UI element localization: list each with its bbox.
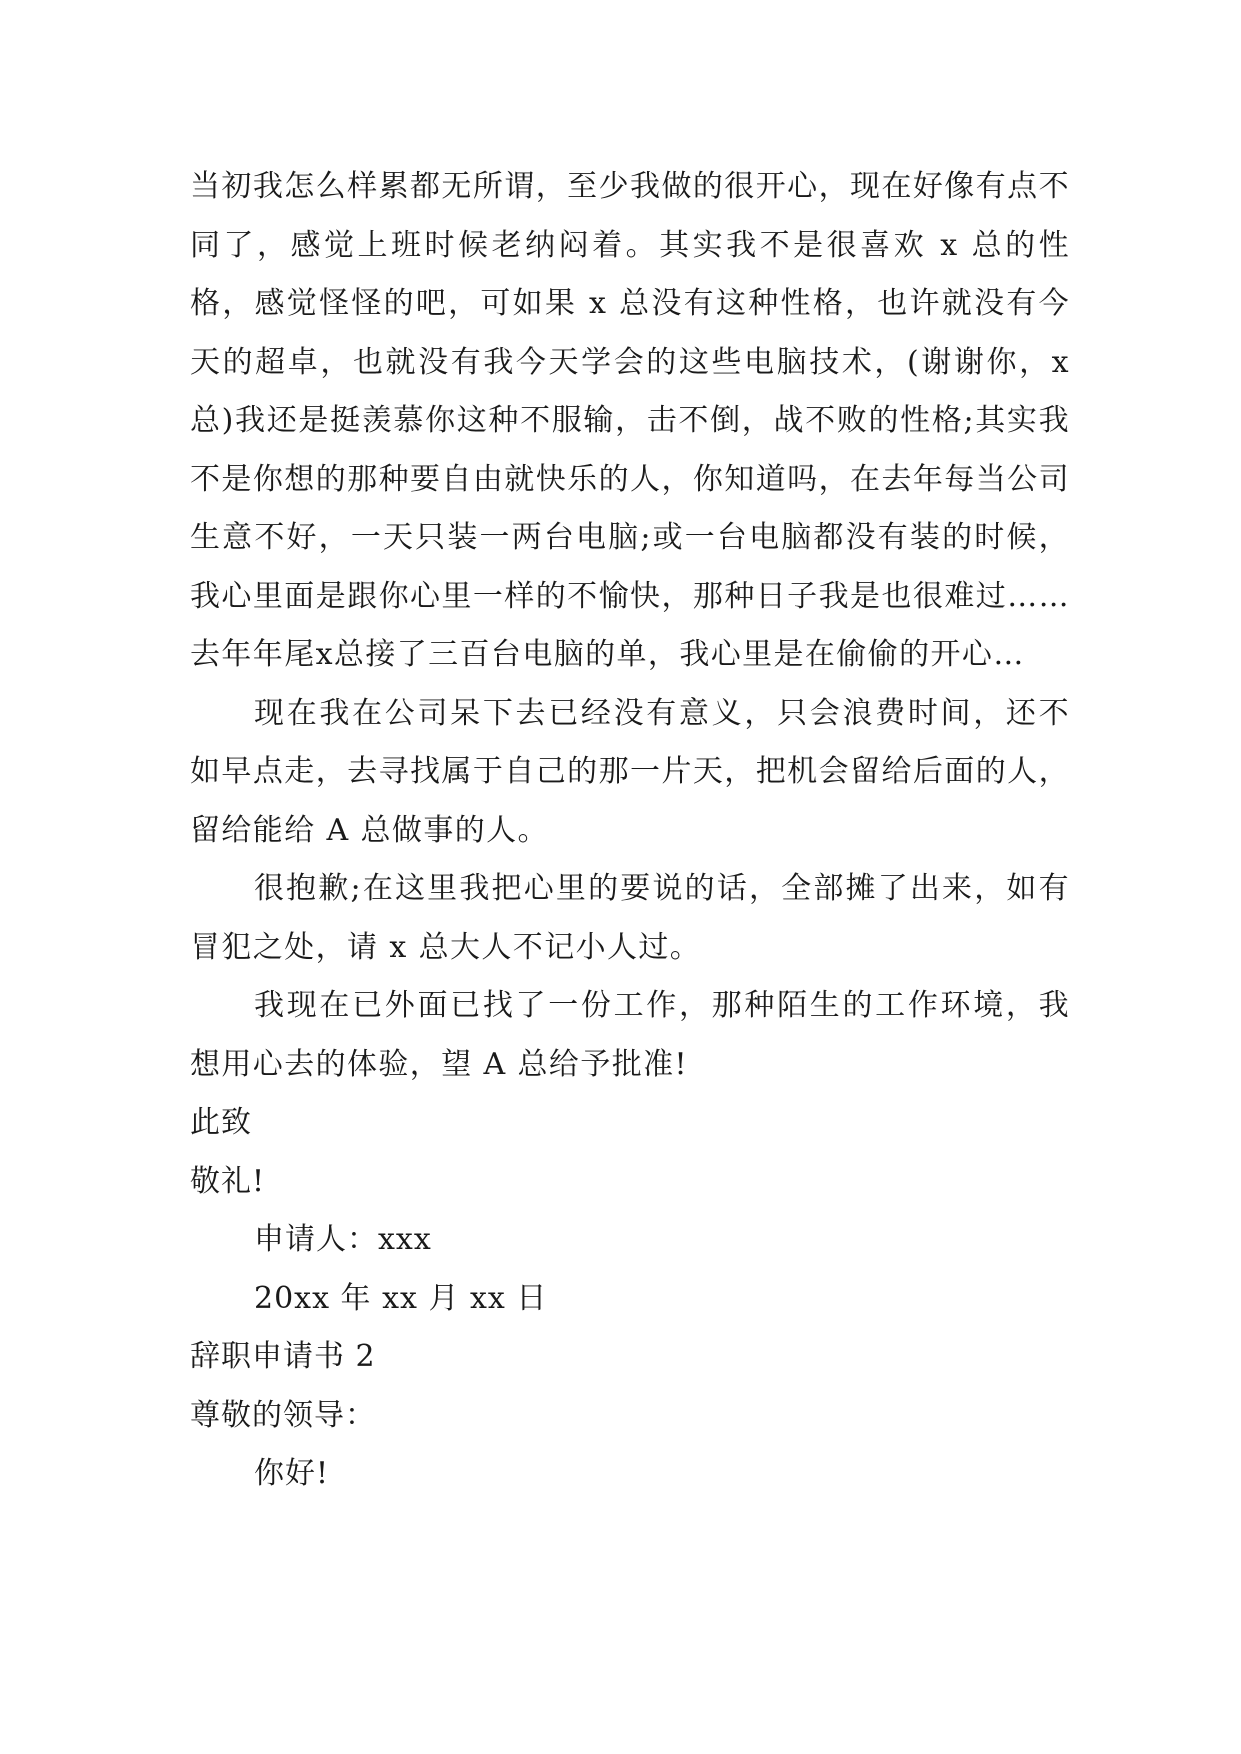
signature-date: 20xx 年 xx 月 xx 日 bbox=[254, 1280, 548, 1316]
section-title: 辞职申请书 2 bbox=[190, 1339, 376, 1374]
closing-line-1: 此致 bbox=[190, 1105, 252, 1140]
body-paragraph-1: 当初我怎么样累都无所谓，至少我做的很开心，现在好像有点不同了，感觉上班时候老纳闷着。其实我不是很喜欢 x 总的性格，感觉怪怪的吧，可如果 x 总没有这种性格，也许就没有今天的超卓，也就没有我今天学会的这些电脑技术，(谢谢你，x 总)我还是挺羡慕你这种不服输，击不倒，战不败的性格;其实我不是你想的那种要自由就快乐的人，你知道吗，在去年每当公司生意不好，一天只装一两台电脑;或一台电脑都没有装的时候，我心里面是跟你心里一样的不愉快，那种日子我是也很难过……去年年尾x总接了三百台电脑的单，我心里是在偷偷的开心… bbox=[190, 169, 1070, 672]
salutation: 尊敬的领导： bbox=[190, 1397, 376, 1433]
body-paragraph-3: 很抱歉;在这里我把心里的要说的话，全部摊了出来，如有冒犯之处，请 x 总大人不记小人过。 bbox=[190, 871, 1070, 965]
body-paragraph-2: 现在我在公司呆下去已经没有意义，只会浪费时间，还不如早点走，去寻找属于自己的那一片天，把机会留给后面的人，留给能给 A 总做事的人。 bbox=[190, 695, 1070, 848]
document-body bbox=[190, 158, 1070, 1504]
greeting: 你好! bbox=[254, 1456, 330, 1491]
closing-line-2: 敬礼! bbox=[190, 1163, 266, 1199]
applicant-signature: 申请人：xxx bbox=[254, 1222, 432, 1257]
body-paragraph-4: 我现在已外面已找了一份工作，那种陌生的工作环境，我想用心去的体验，望 A 总给予批准! bbox=[190, 988, 1070, 1082]
